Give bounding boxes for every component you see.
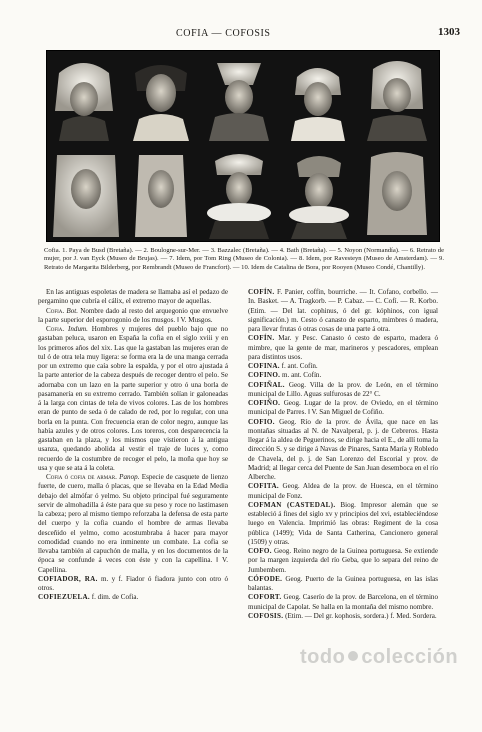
entry-headword: COFORT. [248,593,282,602]
entry-headword: COFIADOR, RA. [38,574,98,583]
dictionary-entry: COFIÑAL. Geog. Villa de la prov. de León, en el término municipal de Lillo. Aguas sulfurosas de 22° C. [248,380,438,398]
entry-headword: COFO. [248,547,272,555]
dictionary-entry: COFIO. Geog. Río de la prov. de Ávila, que nace en las montañas situadas al N. de Navalperal, p. j. de Cebreros. Hasta llegar á la aldea de Peguerinos, se dirige hacia el E., de allí toma la dirección S. y se dirige á Navas de Pinares, Santa María y Robledo de Chavela, del p. j. de San Lorenzo del Escorial y prov. de Madrid; al llegar cerca del Puente de San Juan desemboca en el río Alberche. [248,417,438,481]
illustration-plate [46,50,440,242]
dictionary-entry: COFMAN (CASTEDAL). Biog. Impresor alemán que se estableció á fines del siglo xv y principios del xvi, estableciéndose luego en Valencia. Imprimió las obras: Regiment de la cosa pública (1499); Vida de Santa Catherina, Cancionero general (1509) y otras. [248,500,439,546]
entry-paragraph: Cofia. Bot. Nombre dado al resto del arquegonio que envuelve la parte superior del esporogonio de los musgos. ‖ V. Musgos. [38,306,228,324]
portrait-3 [209,63,269,141]
portrait-5 [367,61,427,141]
running-header [0,28,482,44]
dictionary-entry: COFINO. m. ant. Cofín. [248,371,322,380]
dictionary-entry: COFIÑO. Geog. Lugar de la prov. de Oviedo, en el término municipal de Parres. ‖ V. San Miguel de Cofiño. [248,399,438,417]
dictionary-entry: COFIADOR, RA. m. y f. Fiador ó fiadora junto con otro ó otros. [38,574,228,592]
entry-headword: COFINO. [248,371,281,380]
dictionary-entry: COFORT. Geog. Caserío de la prov. de Barcelona, en el término municipal de Capolat. Se halla en la montaña del mismo nombre. [248,593,439,611]
portrait-10 [367,152,427,235]
portrait-6 [53,155,119,237]
left-column [38,288,228,603]
portrait-1 [55,63,113,141]
plate-caption: Cofia. 1. Paya de Busd (Bretaña). — 2. Boulogne-sur-Mer. — 3. Bazzalec (Bretaña). — 4. Bath (Bretaña). — 5. Noyon (Normandía). — 6. Retrato de mujer, por J. van Eyck (Museo de Brujas). — 7. Idem, por Tom Ring (Museo de Colonia). — 8. Idem, por Ravesteyn (Museo de Amsterdam). — 9. Retrato de Margarita Bilderberg, por Rembrandt (Museo de Francfort). — 10. Idem de Catalina de Bora, por Rooyen (Museo Condé, Chantilly). [44,247,444,271]
portrait-2 [133,65,189,141]
dictionary-entry: COFITA. Geog. Aldea de la prov. de Huesca, en el término municipal de Fonz. [248,482,438,500]
entry-headword: COFINA. [248,362,280,370]
watermark-logo: todo colección [300,646,459,668]
entry-headword: COFIÑO. [248,399,281,407]
entry-headword: COFIEZUELA. [38,593,90,602]
dictionary-entry: COFINA. f. ant. Cofín. [248,362,318,370]
entry-headword: COFIO. [248,417,275,426]
right-column [248,288,438,621]
dictionary-entry: CÓFODE. Geog. Puerto de la Guinea portuguesa, en las islas balantas. [248,574,439,592]
dictionary-entry: COFÍN. F. Panier, coffin, bourriche. — It. Cofano, corbello. — In. Basket. — A. Tragkorb. — P. Cabaz. — C. Cofí. — R. Korbo. (Etim. — Del lat. cophinus, ó del gr. kóphinos, con igual significación.) m. Cesto ó canasto de esparto, mimbres ó madera, para llevar frutas ó otras cosas de una parte á otra. [248,288,438,333]
portrait-7 [135,155,187,237]
entry-headword: CÓFODE. [248,574,283,583]
dictionary-entry: COFOSIS. (Etim. — Del gr. kophosis, sordera.) f. Med. Sordera. [248,611,437,620]
portrait-4 [291,68,345,141]
entry-headword: COFITA. [248,482,279,491]
entry-paragraph: En las antiguas espoletas de madera se llamaba así el pedazo de pergamino que cubría el cálix, el extremo mayor de aquellas. [38,288,228,306]
entry-headword: COFIÑAL. [248,380,285,389]
entry-paragraph: Cofia. Indum. Hombres y mujeres del pueblo bajo que no gastaban peluca, usaron en España la cofia en el siglo xviii y en los primeros años del xix. Las que la gastaban las mujeres eran de tul ó de otra tela muy ligera: se forma era la de una manga cerrada por un extremo que caía sobre la espalda, y por el otro ajustada á la parte anterior de la cabeza después de recoger dentro el pelo. Se adornaba con un lazo en la parte superior y otro ó una borla de pasamanería en su extremo cerrado. También solían ir galoneadas á la larga con cintas de tela de vivos colores. Las de los hombres eran de punto de seda ó de calado de red, por lo regular, con una borla en la punta. Con frecuencia eran de color negro, aunque las había azules y de otros colores. Los toreros, con desparecencia la gastaban en la plaza, y los mismos que vistieron á la antigua usanza, quedando abolida al vestir el traje de luces y, como recuerdo de la costumbre de recoger el pelo, la moña que hoy se usa y que se ata á la coleta. [38,325,228,472]
portrait-9 [289,156,349,239]
page-number: 1303 [438,26,460,38]
dictionary-entry: COFO. Geog. Reino negro de la Guinea portuguesa. Se extiende por la margen izquierda del río Geba, que lo separa del reino de Jumbembem. [248,547,438,574]
portrait-8 [207,154,271,239]
running-title: COFIA — COFOSIS [176,28,271,39]
dictionary-entry: COFIEZUELA. f. dim. de Cofia. [38,593,139,602]
entry-headword: COFÍN. [248,288,275,296]
entry-headword: COFMAN (CASTEDAL). [248,500,336,509]
dictionary-entry: COFÍN. Mar. y Pesc. Canasto ó cesto de esparto, madera ó mimbre, que la gente de mar, marineros y pescadores, emplean para distintos usos. [248,334,438,361]
entry-paragraph: Cofia ó cofia de armar. Panop. Especie de casquete de lienzo fuerte, de cuero, malla ó placas, que se llevaba en la Edad Media debajo del almófar ó yelmo. Su objeto principal fué seguramente servir de almohadilla á éste para que su peso y roce no lastimasen la cabeza; pero al mismo tiempo reforzaba la defensa de esta parte del cuerpo y la cofia cuando el hombre de armas llevaba desceñido el yelmo, como acostumbraba á hacer para mayor comodidad cuando no era inminente un combate. La cofia se llevaba también al capuchón de malla, y en los documentos de la época se confunde á veces con éste y con la capellina. ‖ V. Capellina. [38,473,229,574]
entry-headword: COFOSIS. [248,611,284,620]
entry-headword: COFÍN. [248,334,275,343]
portrait-grid [47,51,439,241]
